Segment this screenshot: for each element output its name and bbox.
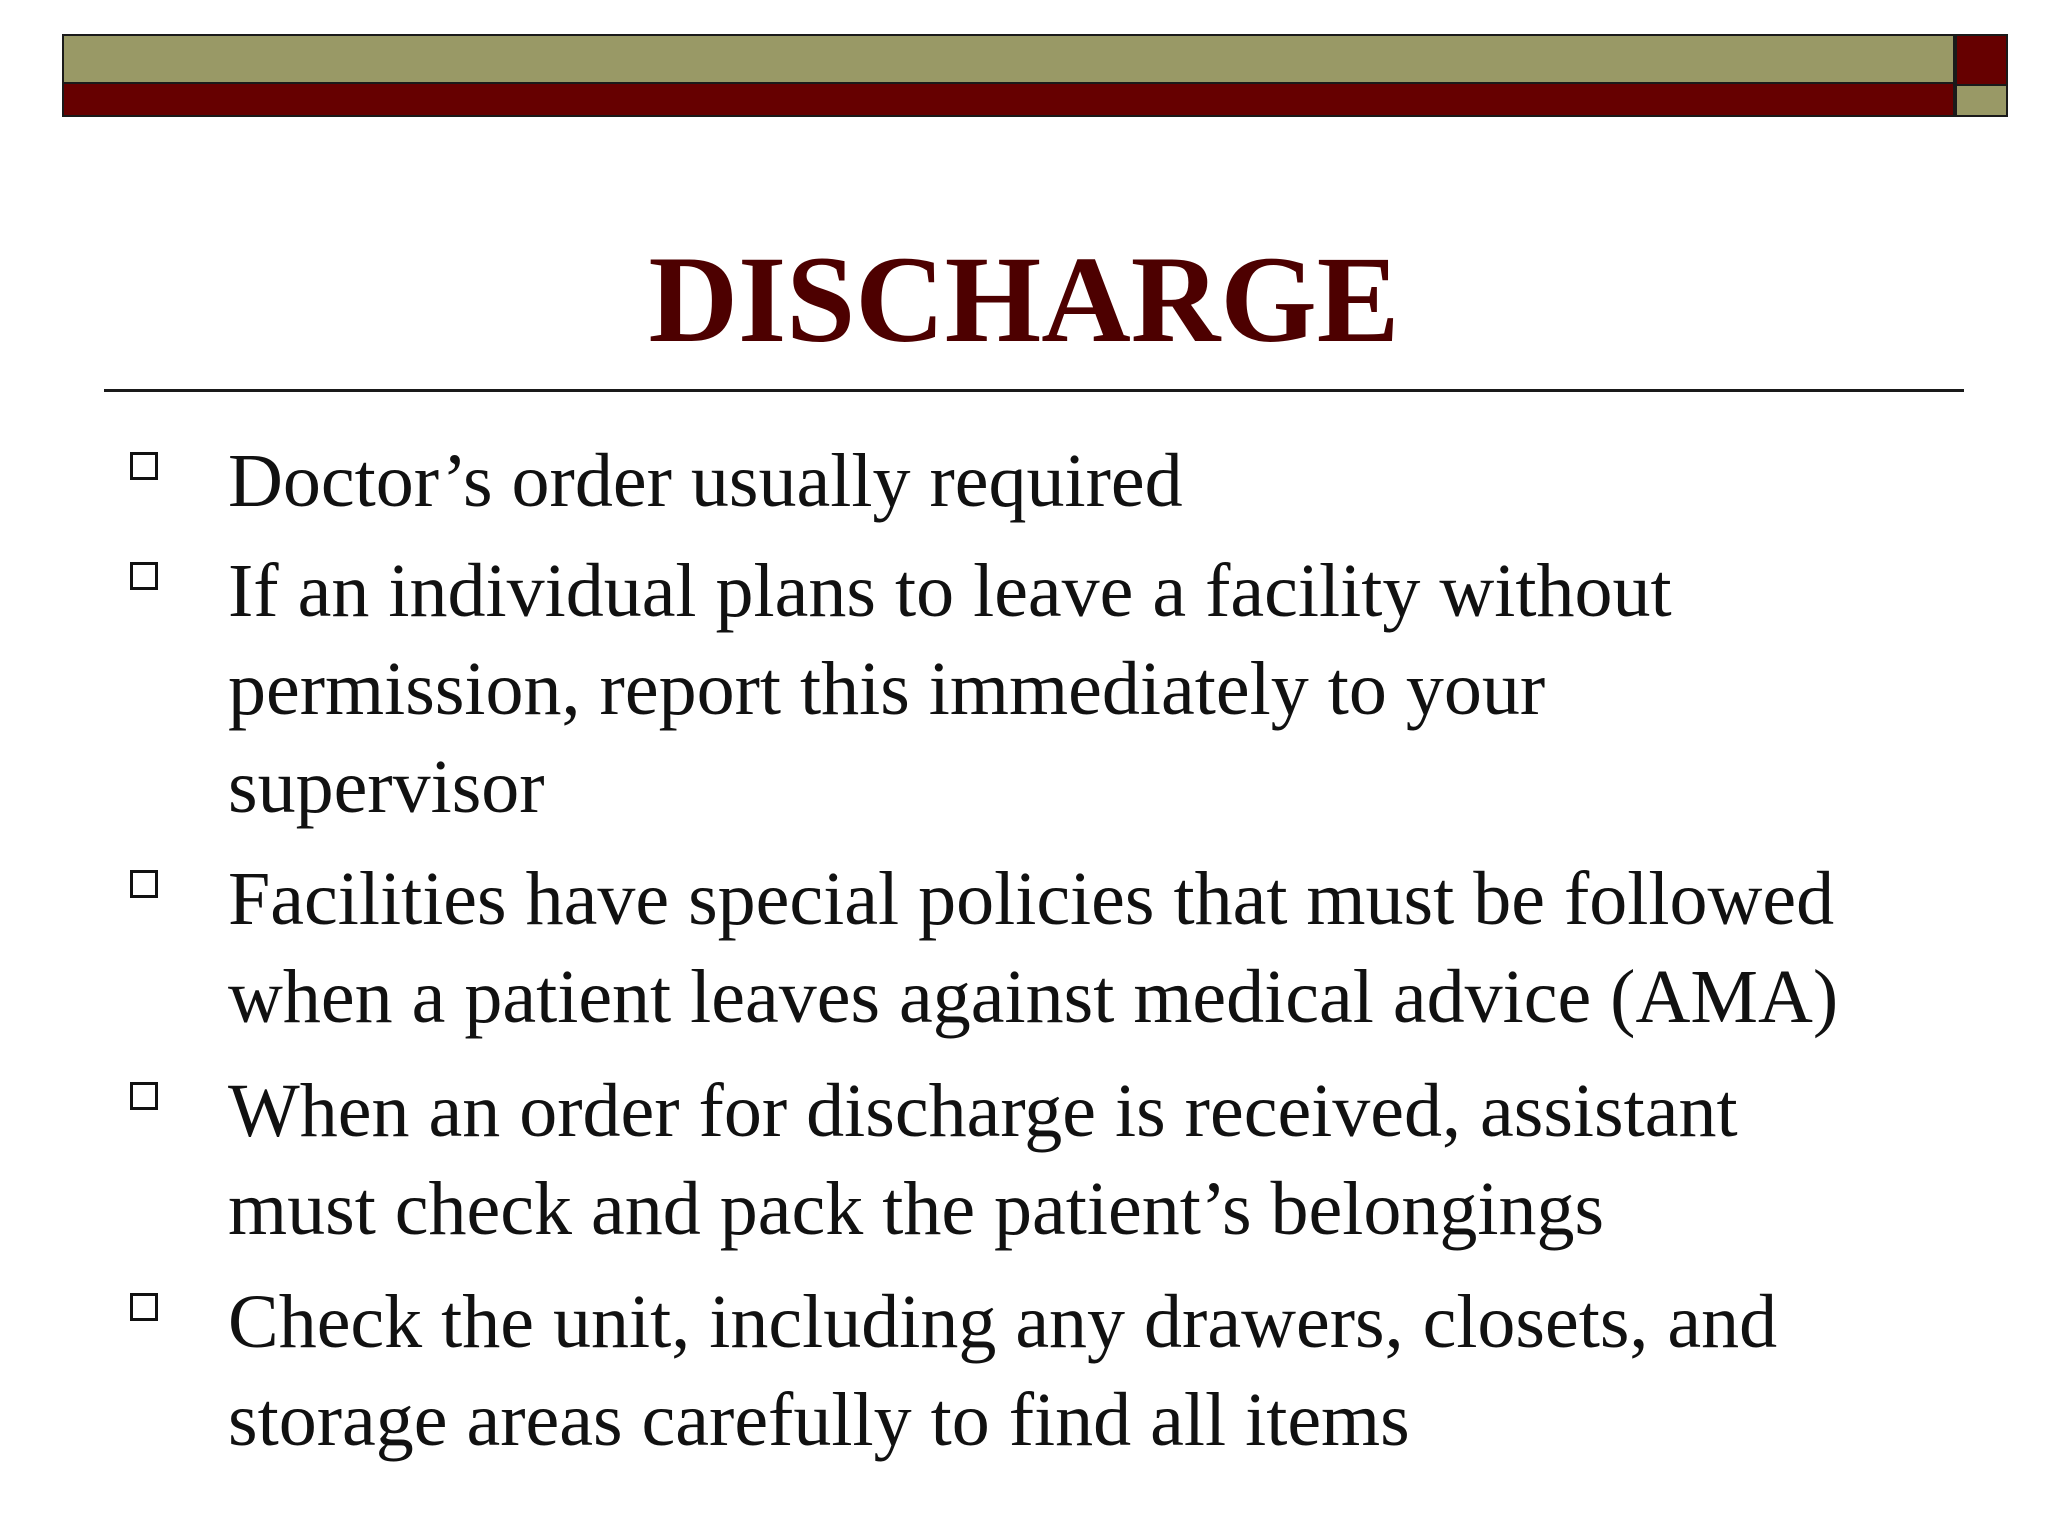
bullet-line: If an individual plans to leave a facility without [228, 549, 1672, 633]
bullet-text [228, 1062, 1928, 1258]
header-corner-olive [1955, 84, 2008, 117]
bullet-text [228, 542, 1928, 836]
hollow-square-bullet-icon [130, 562, 158, 590]
title-divider [104, 389, 1964, 392]
bullet-text [228, 850, 1928, 1046]
hollow-square-bullet-icon [130, 1293, 158, 1321]
bullet-text [228, 432, 1928, 530]
bullet-text [228, 1273, 1928, 1469]
bullet-line: when a patient leaves against medical advice (AMA) [228, 955, 1839, 1039]
bullet-line: Facilities have special policies that must be followed [228, 857, 1835, 941]
header-band-olive [62, 34, 1955, 84]
header-corner-maroon [1955, 34, 2008, 86]
bullet-line: Check the unit, including any drawers, closets, and [228, 1280, 1778, 1364]
slide-title: DISCHARGE [648, 231, 1400, 368]
bullet-line: When an order for discharge is received, assistant [228, 1069, 1738, 1153]
bullet-line: storage areas carefully to find all items [228, 1378, 1410, 1462]
hollow-square-bullet-icon [130, 1082, 158, 1110]
bullet-line: must check and pack the patient’s belongings [228, 1167, 1605, 1251]
bullet-line: Doctor’s order usually required [228, 439, 1183, 523]
bullet-line: permission, report this immediately to your [228, 647, 1546, 731]
header-band-maroon [62, 82, 1955, 117]
hollow-square-bullet-icon [130, 870, 158, 898]
hollow-square-bullet-icon [130, 452, 158, 480]
bullet-line: supervisor [228, 745, 545, 829]
